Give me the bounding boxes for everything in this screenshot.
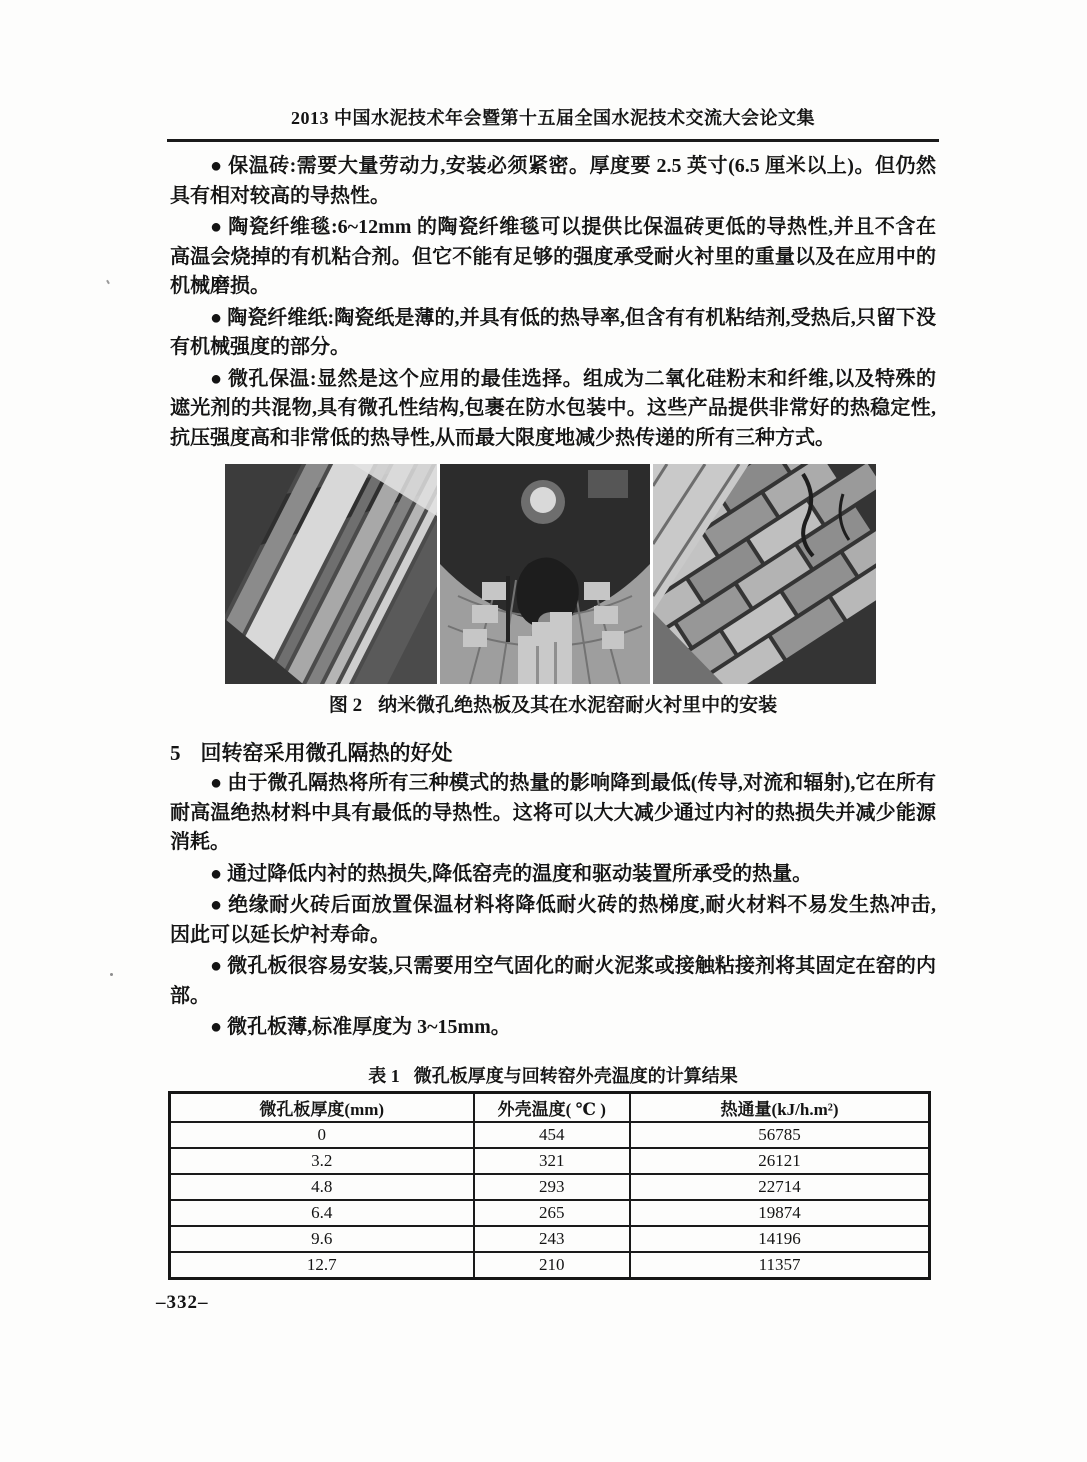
intro-bullet-list [170, 152, 936, 464]
figure-caption [170, 690, 936, 717]
section-title: 回转窑采用微孔隔热的好处 [200, 741, 453, 765]
header-rule [167, 139, 939, 142]
table-row [170, 1148, 930, 1174]
cell-thickness: 4.8 [170, 1174, 474, 1200]
section-number: 5 [170, 741, 181, 765]
table-row [170, 1174, 930, 1200]
table-header-row [170, 1093, 930, 1123]
figure-caption-text: 纳米微孔绝热板及其在水泥窑耐火衬里中的安装 [378, 695, 778, 716]
cell-thickness: 12.7 [170, 1252, 474, 1279]
section-bullet-list [170, 769, 936, 1053]
cell-temperature: 454 [474, 1122, 631, 1148]
scan-artifact [106, 280, 110, 284]
bullet-paragraph-easy-installation: ● 微孔板很容易安装,只需要用空气固化的耐火泥浆或接触粘接剂将其固定在窑的内部。 [170, 955, 936, 1007]
cell-temperature: 243 [474, 1226, 631, 1252]
cell-temperature: 293 [474, 1174, 631, 1200]
calculation-results-table [168, 1091, 931, 1280]
photo-microporous-boards [225, 464, 437, 684]
page-number: –332– [156, 1292, 209, 1313]
bullet-paragraph-microporous-insulation: ● 微孔保温:显然是这个应用的最佳选择。组成为二氧化硅粉末和纤维,以及特殊的遮光剂的共混物,具有微孔性结构,包裹在防水包装中。这些产品提供非常好的热稳定性,抗压强度高和非常低的热导性,从而最大限度地减少热传递的所有三种方式。 [170, 367, 936, 449]
bullet-paragraph-insulating-brick: ● 保温砖:需要大量劳动力,安装必须紧密。厚度要 2.5 英寸(6.5 厘米以上)。但仍然具有相对较高的导热性。 [170, 155, 936, 207]
table-row [170, 1226, 930, 1252]
table-row [170, 1122, 930, 1148]
cell-heat-flux: 26121 [630, 1148, 929, 1174]
cell-heat-flux: 11357 [630, 1252, 929, 1279]
column-header-thickness: 微孔板厚度(mm) [170, 1093, 474, 1123]
table-title-text: 微孔板厚度与回转窑外壳温度的计算结果 [413, 1066, 738, 1086]
page-header-title: 2013 中国水泥技术年会暨第十五届全国水泥技术交流大会论文集 [291, 108, 815, 128]
photo-kiln-interior-installation [440, 464, 650, 684]
cell-temperature: 210 [474, 1252, 631, 1279]
table-title [170, 1062, 936, 1088]
cell-heat-flux: 14196 [630, 1226, 929, 1252]
figure-photo-strip [225, 464, 876, 684]
bullet-paragraph-ceramic-fiber-paper: ● 陶瓷纤维纸:陶瓷纸是薄的,并具有低的热导率,但含有有机粘结剂,受热后,只留下没有机械强度的部分。 [170, 306, 936, 358]
bullet-paragraph-thermal-gradient: ● 绝缘耐火砖后面放置保温材料将降低耐火砖的热梯度,耐火材料不易发生热冲击,因此可以延长炉衬寿命。 [170, 894, 936, 946]
cell-heat-flux: 56785 [630, 1122, 929, 1148]
table-row [170, 1200, 930, 1226]
cell-thickness: 6.4 [170, 1200, 474, 1226]
cell-temperature: 265 [474, 1200, 631, 1226]
table-title-label: 表 1 [368, 1066, 400, 1086]
column-header-heat-flux: 热通量(kJ/h.m²) [630, 1093, 929, 1123]
section-heading [170, 737, 936, 767]
table-row [170, 1252, 930, 1279]
bullet-paragraph-shell-temperature: ● 通过降低内衬的热损失,降低窑壳的温度和驱动装置所承受的热量。 [210, 862, 813, 885]
photo-refractory-brick-lining [653, 464, 876, 684]
scan-artifact [110, 973, 113, 976]
cell-thickness: 0 [170, 1122, 474, 1148]
cell-thickness: 9.6 [170, 1226, 474, 1252]
cell-thickness: 3.2 [170, 1148, 474, 1174]
bullet-paragraph-ceramic-fiber-blanket: ● 陶瓷纤维毯:6~12mm 的陶瓷纤维毯可以提供比保温砖更低的导热性,并且不含在高温会烧掉的有机粘合剂。但它不能有足够的强度承受耐火衬里的重量以及在应用中的机械磨损。 [170, 216, 936, 297]
bullet-paragraph-thin-boards: ● 微孔板薄,标准厚度为 3~15mm。 [210, 1016, 511, 1038]
bullet-paragraph-lowest-conductivity: ● 由于微孔隔热将所有三种模式的热量的影响降到最低(传导,对流和辐射),它在所有耐高温绝热材料中具有最低的导热性。这将可以大大减少通过内衬的热损失并减少能源消耗。 [170, 772, 936, 853]
column-header-shell-temperature: 外壳温度( ℃ ) [474, 1093, 631, 1123]
cell-heat-flux: 19874 [630, 1200, 929, 1226]
figure-caption-label: 图 2 [328, 695, 363, 716]
cell-heat-flux: 22714 [630, 1174, 929, 1200]
cell-temperature: 321 [474, 1148, 631, 1174]
